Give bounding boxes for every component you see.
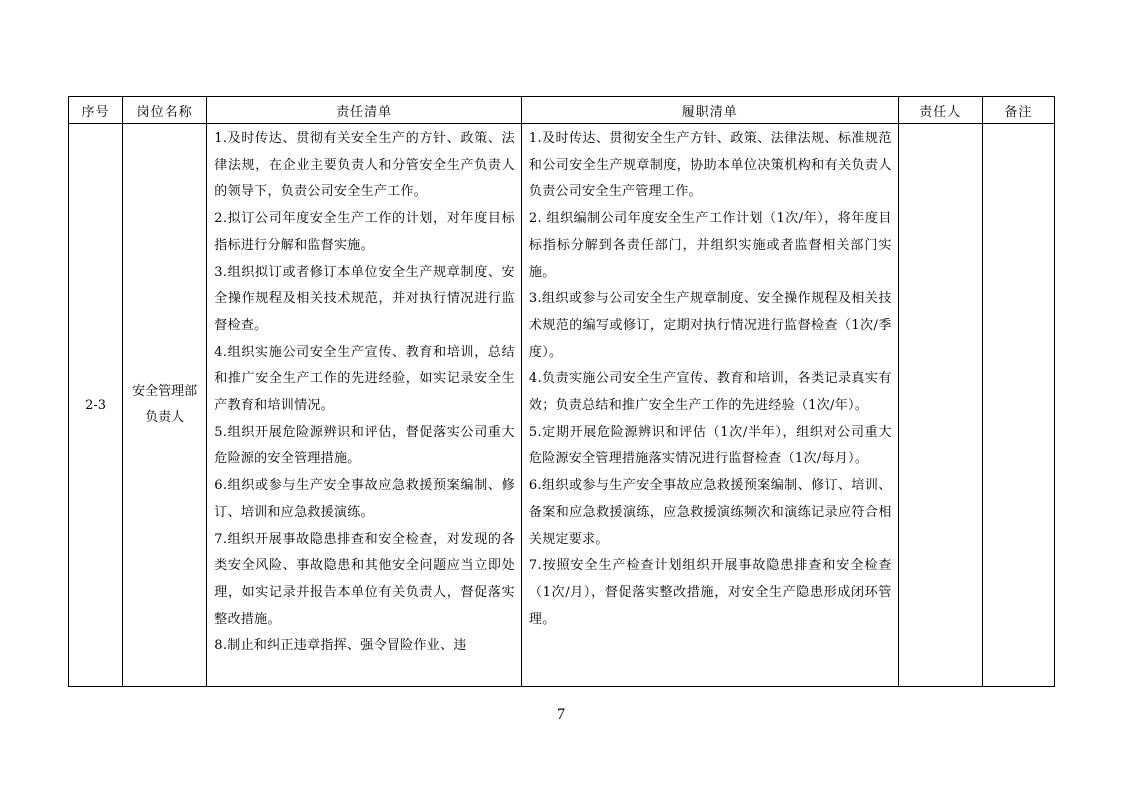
header-position: 岗位名称 [123, 97, 207, 124]
header-responsibility: 责任清单 [207, 97, 522, 124]
responsibility-item: 3.组织拟订或者修订本单位安全生产规章制度、安全操作规程及相关技术规范，并对执行情况进行监督检查。 [214, 264, 515, 333]
duty-item: 3.组织或参与公司安全生产规章制度、安全操作规程及相关技术规范的编写或修订，定期对执行情况进行监督检查（1次/季度）。 [528, 291, 892, 360]
header-person: 责任人 [898, 97, 982, 124]
duty-list [521, 124, 898, 687]
page-number: 7 [557, 706, 565, 723]
responsibility-table [68, 96, 1055, 687]
responsibility-item: 4.组织实施公司安全生产宣传、教育和培训，总结和推广安全生产工作的先进经验，如实记录安全生产教育和培训情况。 [214, 344, 515, 414]
duty-item: 6.组织或参与生产安全事故应急救援预案编制、修订、培训、备案和应急救援演练，应急救援演练频次和演练记录应符合相关规定要求。 [528, 478, 892, 547]
header-remarks: 备注 [982, 97, 1054, 124]
duty-item: 2. 组织编制公司年度安全生产工作计划（1次/年），将年度目标指标分解到各责任部门，并组织实施或者监督相关部门实施。 [528, 211, 892, 280]
responsibility-item: 7.组织开展事故隐患排查和安全检查，对发现的各类安全风险、事故隐患和其他安全问题应当立即处理，如实记录并报告本单位有关负责人，督促落实整改措施。 [214, 531, 515, 627]
duty-item: 1.及时传达、贯彻安全生产方针、政策、法律法规、标准规范和公司安全生产规章制度，协助本单位决策机构和有关负责人负责公司安全生产管理工作。 [528, 131, 892, 200]
responsibility-item: 5.组织开展危险源辨识和评估，督促落实公司重大危险源的安全管理措施。 [214, 424, 515, 467]
responsibility-list [207, 124, 522, 687]
row-remarks [982, 124, 1054, 687]
header-duty: 履职清单 [521, 97, 898, 124]
responsibility-item: 8.制止和纠正违章指挥、强令冒险作业、违 [214, 638, 467, 654]
responsibility-item: 2.拟订公司年度安全生产工作的计划，对年度目标指标进行分解和监督实施。 [214, 211, 515, 253]
row-position: 安全管理部负责人 [123, 124, 207, 687]
responsibility-item: 6.组织或参与生产安全事故应急救援预案编制、修订、培训和应急救援演练。 [214, 478, 515, 520]
row-number: 2-3 [69, 124, 123, 687]
row-person [898, 124, 982, 687]
responsibility-item: 1.及时传达、贯彻有关安全生产的方针、政策、法律法规，在企业主要负责人和分管安全生产负责人的领导下，负责公司安全生产工作。 [214, 131, 515, 200]
header-number: 序号 [69, 97, 123, 124]
duty-item: 7.按照安全生产检查计划组织开展事故隐患排查和安全检查（1次/月），督促落实整改措施，对安全生产隐患形成闭环管理。 [528, 558, 892, 627]
table-header-row [69, 97, 1055, 124]
duty-item: 5.定期开展危险源辨识和评估（1次/半年），组织对公司重大危险源安全管理措施落实情况进行监督检查（1次/每月）。 [528, 424, 892, 467]
table-row [69, 124, 1055, 687]
duty-item: 4.负责实施公司安全生产宣传、教育和培训，各类记录真实有效；负责总结和推广安全生产工作的先进经验（1次/年）。 [528, 371, 892, 414]
